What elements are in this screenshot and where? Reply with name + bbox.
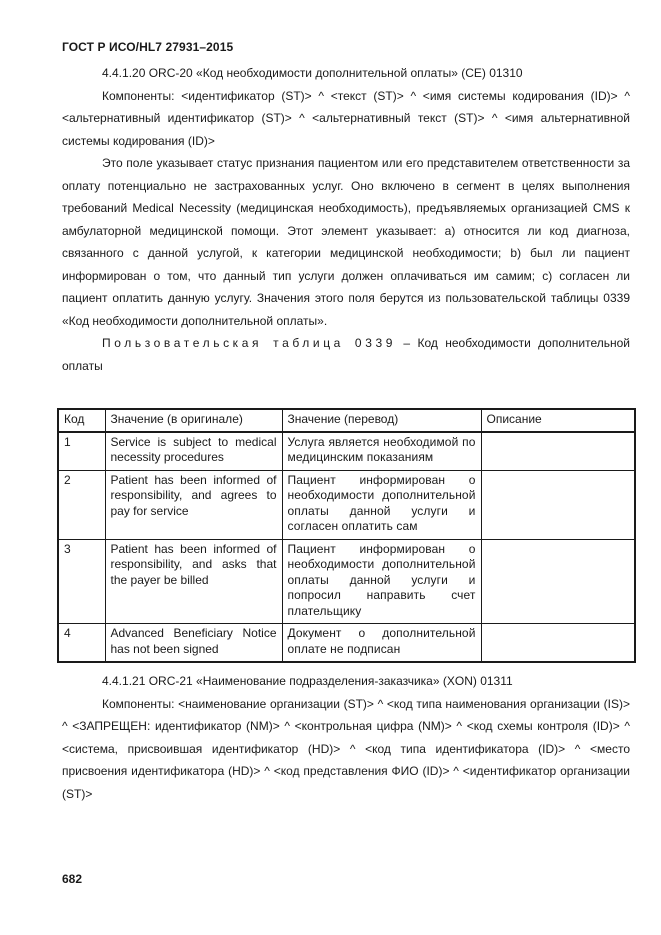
section-orc-21 [62,670,630,805]
table-caption-rest: – Код необходимости дополнительной оплаты [62,336,630,373]
cell-description [481,539,635,624]
page-number: 682 [62,872,83,886]
cell-code: 1 [58,432,105,471]
cell-description [481,624,635,663]
table-row [58,470,635,539]
cell-translation: Пациент информирован о необходимости дополнительной оплаты данной услуги и согласен оплатить сам [282,470,481,539]
cell-translation: Услуга является необходимой по медицинским показаниям [282,432,481,471]
cell-translation: Документ о дополнительной оплате не подписан [282,624,481,663]
column-header-code: Код [58,409,105,432]
table-row [58,539,635,624]
cell-original: Patient has been informed of responsibility, and asks that the payer be billed [105,539,282,624]
table-row [58,624,635,663]
cell-description [481,470,635,539]
cell-translation: Пациент информирован о необходимости дополнительной оплаты данной услуги и попросил направить счет плательщику [282,539,481,624]
table-caption [62,332,630,377]
section-orc-20 [62,62,630,377]
description-paragraph: Это поле указывает статус признания пациентом или его представителем ответственности за оплату потенциально не застрахованных услуг. Оно включено в сегмент в целях выполнения требований Medical Necessity (медицинская необходимость), предъявляемых организацией CMS к амбулаторной медицинской помощи. Этот элемент указывает: a) относится ли код диагноза, связанного с данной услугой, к категории медицинской необходимости; b) был ли пациент информирован о том, что данный тип услуги должен оплачиваться им самим; c) согласен ли пациент оплатить данную услугу. Значения этого поля берутся из пользовательской таблицы 0339 «Код необходимости дополнительной оплаты». [62,156,630,328]
cell-original: Advanced Beneficiary Notice has not been signed [105,624,282,663]
column-header-description: Описание [481,409,635,432]
table-header-row [58,409,635,432]
table-row [58,432,635,471]
section-title: 4.4.1.20 ORC-20 «Код необходимости дополнительной оплаты» (CE) 01310 [102,66,523,80]
table-caption-prefix: Пользовательская таблица 0339 [102,336,397,350]
column-header-translation: Значение (перевод) [282,409,481,432]
column-header-original: Значение (в оригинале) [105,409,282,432]
cell-description [481,432,635,471]
cell-code: 2 [58,470,105,539]
section-title: 4.4.1.21 ORC-21 «Наименование подразделения-заказчика» (XON) 01311 [102,674,513,688]
cell-original: Patient has been informed of responsibility, and agrees to pay for service [105,470,282,539]
cell-code: 4 [58,624,105,663]
components-paragraph: Компоненты: <идентификатор (ST)> ^ <текст (ST)> ^ <имя системы кодирования (ID)> ^ <альтернативный идентификатор (ST)> ^ <альтернативный текст (ST)> ^ <имя альтернативной системы кодирования (ID)> [62,88,630,148]
user-table-0339 [57,408,636,663]
cell-original: Service is subject to medical necessity procedures [105,432,282,471]
cell-code: 3 [58,539,105,624]
components-paragraph: Компоненты: <наименование организации (ST)> ^ <код типа наименования организации (IS)> ^ <ЗАПРЕЩЕН: идентификатор (NM)> ^ <контрольная цифра (NM)> ^ <код схемы контроля (ID)> ^ <система, присвоившая идентификатор (HD)> ^ <код типа идентификатора (ID)> ^ <место присвоения идентификатора (HD)> ^ <код представления ФИО (ID)> ^ <идентификатор организации (ST)> [62,696,630,801]
document-header: ГОСТ Р ИСО/HL7 27931–2015 [62,40,234,54]
